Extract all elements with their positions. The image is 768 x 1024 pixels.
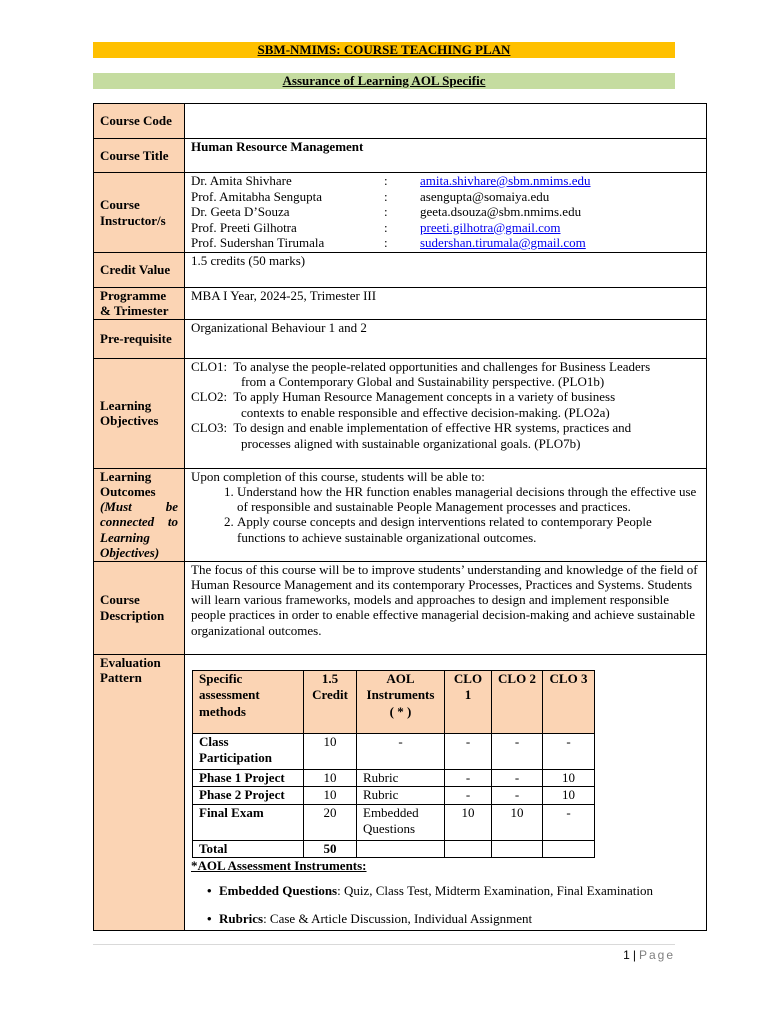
instructor-email-link[interactable]: sudershan.tirumala@gmail.com — [420, 235, 586, 250]
evaluation-header-row — [193, 670, 595, 733]
header-clo3: CLO 3 — [543, 670, 595, 733]
objective-item: CLO1: To analyse the people-related opportunities and challenges for Business Leaders from a Contemporary Global and Sustainability perspective. (PLO1b) — [191, 358, 651, 389]
course-description-label: Course Description — [94, 561, 185, 654]
header-credit: 1.5 Credit — [304, 670, 357, 733]
learning-outcomes-note: (Must be connected to Learning Objectives) — [100, 499, 178, 561]
instructor-email-link[interactable]: preeti.gilhotra@gmail.com — [420, 219, 561, 235]
programme-label: Programme & Trimester — [94, 288, 185, 320]
instructor-email: geeta.dsouza@sbm.nmims.edu — [420, 204, 582, 219]
aol-instruments-list — [191, 883, 700, 926]
footer-divider — [93, 944, 675, 945]
objective-item: CLO2: To apply Human Resource Management concepts in a variety of business contexts to enable responsible and effective decision-making. (PLO2a) — [191, 389, 616, 420]
course-plan-table — [93, 103, 707, 931]
outcomes-intro: Upon completion of this course, students will be able to: — [191, 468, 485, 484]
credit-value: 1.5 credits (50 marks) — [185, 253, 707, 288]
instructor-name: Dr. Amita Shivhare — [191, 173, 292, 188]
instructor-row — [191, 173, 700, 189]
header-clo1: CLO 1 — [445, 670, 492, 733]
row-course-description — [94, 561, 707, 654]
aol-item: • Embedded Questions: Quiz, Class Test, Midterm Examination, Final Examination — [219, 883, 700, 899]
programme-value: MBA I Year, 2024-25, Trimester III — [185, 288, 707, 320]
instructor-sep: : — [384, 188, 388, 204]
course-code-label: Course Code — [94, 104, 185, 139]
evaluation-label: Evaluation Pattern — [94, 654, 185, 930]
row-prerequisite — [94, 319, 707, 358]
course-title-label: Course Title — [94, 139, 185, 173]
page-label: Page — [638, 948, 675, 962]
instructor-row — [191, 189, 700, 205]
header-assessment-methods: Specific assessment methods — [193, 670, 304, 733]
course-description-text: The focus of this course will be to improve students’ understanding and knowledge of the field of Human Resource Management and its contemporary Processes, Practices and Systems. Students will learn various frameworks, models and approaches to design and implement responsible people practices in order to enable effective managerial decision-making and achieve sustainable organizational outcomes. — [185, 561, 707, 654]
outcome-item: 1. Understand how the HR function enables managerial decisions through the effective use of responsible and sustainable People Management processes and practices. — [237, 484, 700, 515]
instructor-email: asengupta@somaiya.edu — [420, 188, 550, 204]
row-programme — [94, 288, 707, 320]
page-number: 1 — [623, 948, 630, 962]
page-footer — [623, 948, 675, 962]
row-credit — [94, 253, 707, 288]
course-code-value — [185, 104, 707, 139]
evaluation-content — [185, 654, 707, 930]
instructor-row — [191, 220, 700, 236]
table-row: Class Participation 10 - - - - — [193, 733, 595, 769]
instructor-sep: : — [384, 173, 388, 188]
learning-outcomes-label: Learning Outcomes (Must be connected to Learning Objectives) — [94, 468, 185, 561]
instructor-name: Prof. Sudershan Tirumala — [191, 235, 325, 250]
row-course-title — [94, 139, 707, 173]
instructor-row — [191, 204, 700, 220]
table-row-total: Total 50 — [193, 840, 595, 858]
instructor-sep: : — [384, 235, 388, 250]
learning-objectives-list — [185, 358, 707, 468]
outcomes-list — [191, 484, 700, 545]
instructor-email-link[interactable]: amita.shivhare@sbm.nmims.edu — [420, 173, 591, 188]
aol-item: • Rubrics: Case & Article Discussion, Individual Assignment — [219, 911, 700, 927]
instructor-row — [191, 235, 700, 251]
row-course-code — [94, 104, 707, 139]
instructors-list — [185, 173, 707, 253]
row-learning-outcomes — [94, 468, 707, 561]
table-row: Phase 1 Project 10 Rubric - - 10 — [193, 769, 595, 787]
row-instructors — [94, 173, 707, 253]
row-learning-objectives — [94, 358, 707, 468]
prerequisite-label: Pre-requisite — [94, 319, 185, 358]
instructor-sep: : — [384, 204, 388, 219]
instructor-sep: : — [384, 219, 388, 235]
header-clo2: CLO 2 — [492, 670, 543, 733]
learning-outcomes-content — [185, 468, 707, 561]
learning-objectives-label: Learning Objectives — [94, 358, 185, 468]
instructor-name: Prof. Preeti Gilhotra — [191, 219, 297, 235]
aol-instruments-title: *AOL Assessment Instruments: — [191, 858, 367, 874]
evaluation-table — [192, 670, 595, 859]
row-evaluation — [94, 654, 707, 930]
instructor-name: Dr. Geeta D’Souza — [191, 204, 290, 219]
document-title-banner: SBM-NMIMS: COURSE TEACHING PLAN — [93, 42, 675, 58]
course-title-value: Human Resource Management — [185, 139, 707, 173]
prerequisite-value: Organizational Behaviour 1 and 2 — [185, 319, 707, 358]
outcome-item: 2. Apply course concepts and design interventions related to contemporary People functions to achieve sustainable organizational outcomes. — [237, 514, 700, 545]
credit-label: Credit Value — [94, 253, 185, 288]
objective-item: CLO3: To design and enable implementation of effective HR systems, practices and processes aligned with sustainable organizational goals. (PLO7b) — [191, 420, 632, 451]
footer-separator: | — [632, 948, 636, 962]
instructors-label: Course Instructor/s — [94, 173, 185, 253]
instructor-name: Prof. Amitabha Sengupta — [191, 188, 323, 204]
table-row: Final Exam 20 Embedded Questions 10 10 - — [193, 804, 595, 840]
header-aol-instruments: AOL Instruments ( * ) — [357, 670, 445, 733]
table-row: Phase 2 Project 10 Rubric - - 10 — [193, 787, 595, 805]
aol-subtitle-banner: Assurance of Learning AOL Specific — [93, 73, 675, 89]
